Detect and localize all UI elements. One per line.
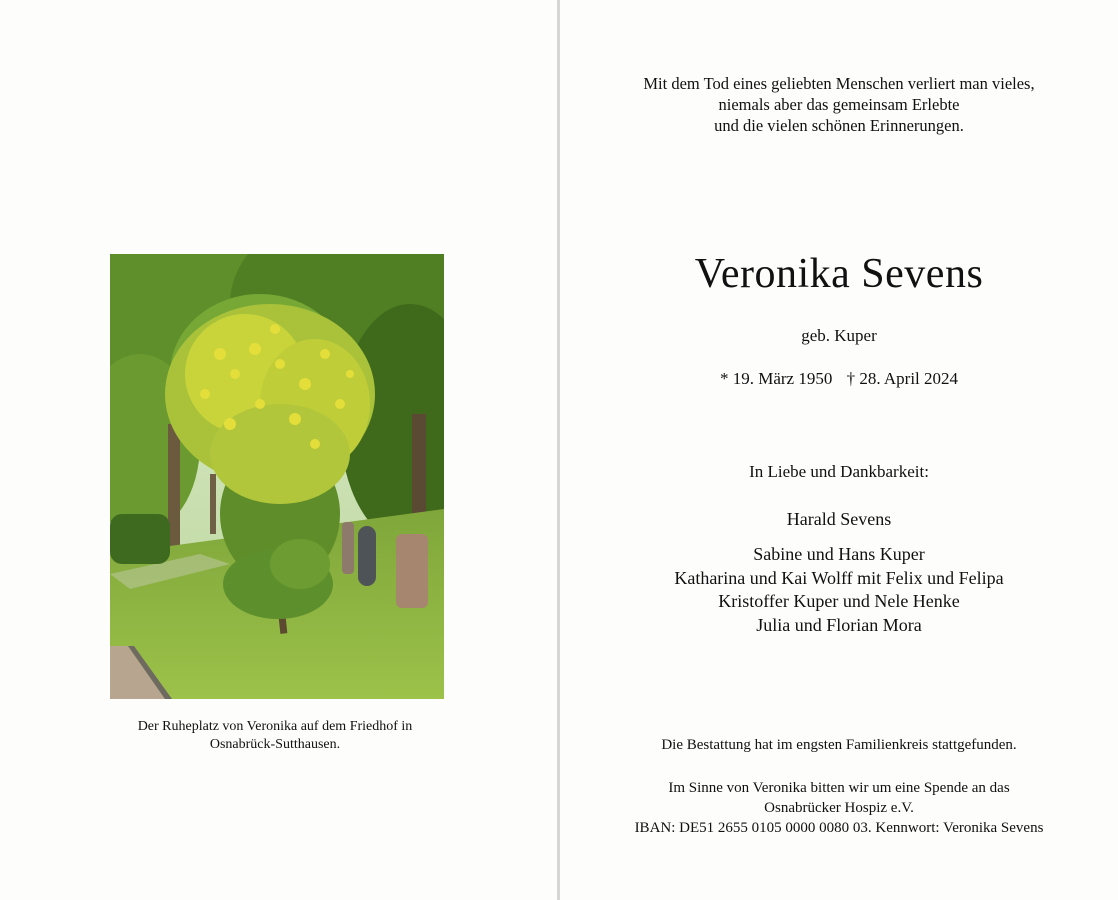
caption-line: Osnabrück-Sutthausen.: [209, 737, 341, 752]
donation-iban: IBAN: DE51 2655 0105 0000 0080 03. Kennwort: Veronika Sevens: [634, 820, 1044, 836]
mourner-item: Katharina und Kai Wolff mit Felix und Felipa: [674, 567, 1004, 588]
cemetery-photo: [110, 254, 444, 699]
mourner-item: Julia und Florian Mora: [756, 614, 922, 635]
mourner-item: Kristoffer Kuper und Nele Henke: [718, 591, 960, 611]
mourners-list: [560, 543, 1118, 637]
spouse-name: Harald Sevens: [786, 509, 892, 529]
death-date: † 28. April 2024: [846, 369, 959, 388]
deceased-name: Veronika Sevens: [694, 251, 984, 297]
right-page: [560, 0, 1118, 900]
birth-name: geb. Kuper: [801, 326, 877, 345]
birth-date: * 19. März 1950: [719, 369, 833, 388]
quote-line: niemals aber das gemeinsam Erlebte: [718, 95, 960, 114]
donation-line: Osnabrücker Hospiz e.V.: [764, 800, 914, 816]
left-page: [0, 0, 557, 900]
quote-line: Mit dem Tod eines geliebten Menschen verliert man vieles,: [643, 74, 1035, 93]
mourner-item: Sabine und Hans Kuper: [753, 544, 925, 564]
photo-caption: [60, 718, 490, 754]
memorial-quote: [560, 73, 1118, 136]
life-dates: [560, 368, 1118, 390]
dedication: In Liebe und Dankbarkeit:: [749, 462, 929, 481]
donation-line: Im Sinne von Veronika bitten wir um eine Spende an das: [668, 780, 1010, 796]
caption-line: Der Ruheplatz von Veronika auf dem Friedhof in: [137, 719, 413, 734]
funeral-notice: Die Bestattung hat im engsten Familienkreis stattgefunden.: [661, 737, 1017, 753]
donation-request: [560, 778, 1118, 838]
quote-line: und die vielen schönen Erinnerungen.: [714, 116, 964, 135]
